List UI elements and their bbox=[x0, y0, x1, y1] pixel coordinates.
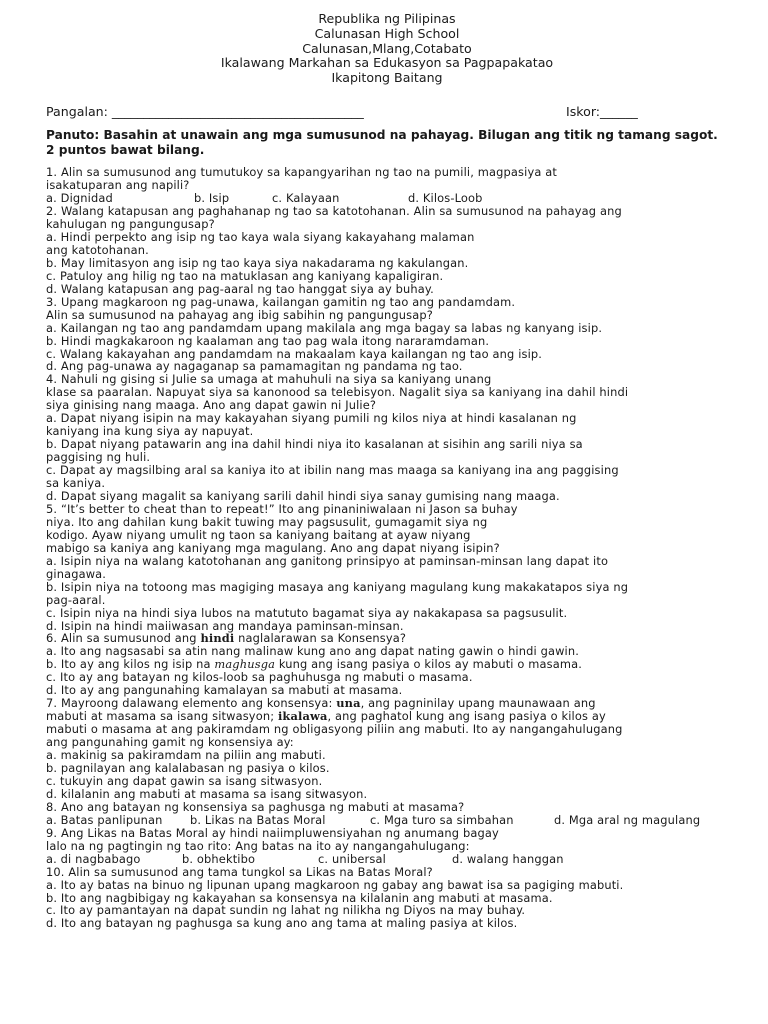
stem-emphasis: una bbox=[336, 696, 361, 711]
choice-a-cont: kaniyang ina kung siya ay napuyat. bbox=[46, 424, 254, 439]
header-address: Calunasan,Mlang,Cotabato bbox=[302, 40, 472, 56]
choice-b[interactable]: b. May limitasyon ang isip ng tao kaya siya nakadarama ng kakulangan. bbox=[46, 255, 469, 270]
choice-a[interactable]: a. Dignidad bbox=[46, 191, 113, 206]
question-stem: 8. Ano ang batayan ng konsensiya sa paghusga ng mabuti at masama? bbox=[46, 799, 465, 814]
stem-text: 7. Mayroong dalawang elemento ang konsensya: bbox=[46, 696, 337, 711]
stem-text: , ang paghatol kung ang isang pasiya o kilos ay bbox=[327, 709, 606, 724]
question-10 bbox=[46, 866, 728, 931]
question-7 bbox=[46, 697, 728, 801]
question-stem: niya. Ito ang dahilan kung bakit tuwing may pagsusulit, gumagamit siya ng bbox=[46, 514, 488, 529]
choice-a-cont: ang katotohanan. bbox=[46, 242, 149, 257]
choice-d[interactable]: d. Kilos-Loob bbox=[408, 191, 483, 206]
choice-c[interactable]: c. Patuloy ang hilig ng tao na matuklasan ang kaniyang kapaligiran. bbox=[46, 268, 444, 283]
question-2 bbox=[46, 205, 728, 296]
question-stem: 3. Upang magkaroon ng pag-unawa, kailangan gamitin ng tao ang pandamdam. bbox=[46, 294, 516, 309]
choice-d[interactable]: d. Walang katapusan ang pag-aaral ng tao hanggat siya ay buhay. bbox=[46, 281, 434, 296]
choice-a[interactable]: a. Batas panlipunan bbox=[46, 812, 163, 827]
question-stem: siya ginising nang maaga. Ano ang dapat gawin ni Julie? bbox=[46, 398, 377, 413]
choice-d[interactable]: d. Ang pag-unawa ay nagaganap sa pamamagitan ng pandama ng tao. bbox=[46, 359, 463, 374]
question-stem: isakatuparan ang napili? bbox=[46, 178, 190, 193]
question-stem: kodigo. Ayaw niyang umulit ng taon sa kaniyang baitang at ayaw niyang bbox=[46, 527, 471, 542]
choice-b[interactable]: b. Isip bbox=[194, 191, 230, 206]
choice-c[interactable]: c. Dapat ay magsilbing aral sa kaniya ito at ibilin nang mas maaga sa kaniyang ina ang paggising bbox=[46, 463, 619, 478]
question-9 bbox=[46, 827, 728, 866]
instructions: Panuto: Basahin at unawain ang mga sumusunod na pahayag. Bilugan ang titik ng tamang sagot. 2 puntos bawat bilang. bbox=[46, 127, 718, 157]
choice-a[interactable]: a. di nagbabago bbox=[46, 851, 141, 866]
choice-c[interactable]: c. Kalayaan bbox=[272, 191, 340, 206]
choice-b[interactable]: b. Hindi magkakaroon ng kaalaman ang tao pag wala itong nararamdaman. bbox=[46, 333, 490, 348]
name-score-row bbox=[46, 104, 728, 120]
choice-c[interactable]: c. Mga turo sa simbahan bbox=[370, 812, 514, 827]
question-stem: kahulugan ng pangungusap? bbox=[46, 216, 215, 231]
choice-a[interactable]: a. Dapat niyang isipin na may kakayahan siyang pumili ng kilos niya at hindi kasalanan ng bbox=[46, 411, 577, 426]
choice-a-cont: ginagawa. bbox=[46, 566, 107, 581]
choice-d[interactable]: d. Dapat siyang magalit sa kaniyang sarili dahil hindi siya sanay gumising nang maaga. bbox=[46, 488, 560, 503]
question-6 bbox=[46, 632, 728, 697]
question-stem: klase sa paaralan. Napuyat siya sa kanonood sa telebisyon. Nagalit siya sa kaniyang ina dahil hindi bbox=[46, 385, 629, 400]
choice-d[interactable]: d. walang hanggan bbox=[452, 851, 564, 866]
choice-b[interactable]: b. Isipin niya na totoong mas magiging masaya ang kaniyang magulang kung makakatapos siya ng bbox=[46, 579, 629, 594]
choice-a[interactable]: a. Hindi perpekto ang isip ng tao kaya wala siyang kakayahang malaman bbox=[46, 229, 475, 244]
question-4 bbox=[46, 373, 728, 503]
choice-c-cont: sa kaniya. bbox=[46, 476, 106, 491]
choice-b-cont: pag-aaral. bbox=[46, 592, 106, 607]
choice-b[interactable]: b. obhektibo bbox=[182, 851, 256, 866]
stem-text: naglalarawan sa Konsensya? bbox=[234, 631, 407, 646]
question-5 bbox=[46, 503, 728, 633]
choice-d[interactable]: d. kilalanin ang mabuti at masama sa isang sitwasyon. bbox=[46, 786, 368, 801]
choice-c[interactable]: c. tukuyin ang dapat gawin sa isang sitwasyon. bbox=[46, 773, 323, 788]
stem-text: 6. Alin sa sumusunod ang bbox=[46, 631, 201, 646]
document-header bbox=[46, 12, 728, 86]
choice-d[interactable]: d. Isipin na hindi maiiwasan ang mandaya paminsan-minsan. bbox=[46, 618, 404, 633]
choice-a[interactable]: a. Kailangan ng tao ang pandamdam upang makilala ang mga bagay sa labas ng kanyang isip. bbox=[46, 320, 603, 335]
choice-a[interactable]: a. Isipin niya na walang katotohanan ang ganitong prinsipyo at paminsan-minsan lang dapat ito bbox=[46, 553, 609, 568]
choice-a[interactable]: a. makinig sa pakiramdam na piliin ang mabuti. bbox=[46, 748, 326, 763]
choice-c[interactable]: c. unibersal bbox=[318, 851, 386, 866]
header-school: Calunasan High School bbox=[314, 25, 460, 41]
question-stem: Alin sa sumusunod na pahayag ang ibig sabihin ng pangungusap? bbox=[46, 307, 433, 322]
question-stem: mabuti o masama at ang pakiramdam ng obligasyong piliin ang mabuti. Ito ay nangangahulugang bbox=[46, 722, 623, 737]
stem-emphasis: hindi bbox=[200, 631, 235, 646]
choice-c[interactable]: c. Ito ay pamantayan na dapat sundin ng lahat ng nilikha ng Diyos na may buhay. bbox=[46, 903, 526, 918]
question-stem: lalo na ng pagtingin ng tao rito: Ang batas na ito ay nangangahulugang: bbox=[46, 838, 470, 853]
questions bbox=[46, 166, 728, 930]
question-stem: 5. “It’s better to cheat than to repeat!” Ito ang pinaniniwalaan ni Jason sa buhay bbox=[46, 501, 518, 516]
question-stem: 9. Ang Likas na Batas Moral ay hindi naiimpluwensiyahan ng anumang bagay bbox=[46, 825, 499, 840]
choice-c[interactable]: c. Walang kakayahan ang pandamdam na makaalam kaya kailangan ng tao ang isip. bbox=[46, 346, 543, 361]
choices-row bbox=[46, 853, 728, 866]
choices-row bbox=[46, 192, 728, 205]
choice-b[interactable]: b. Dapat niyang patawarin ang ina dahil hindi niya ito kasalanan at sisihin ang sarili niya sa bbox=[46, 437, 583, 452]
stem-text: mabuti at masama sa isang sitwasyon; bbox=[46, 709, 278, 724]
question-3 bbox=[46, 296, 728, 374]
name-field[interactable]: Pangalan: ________________________________________ bbox=[46, 103, 364, 119]
choice-text: kung ang isang pasiya o kilos ay mabuti o masama. bbox=[275, 657, 583, 672]
choice-c[interactable]: c. Isipin niya na hindi siya lubos na matututo bagamat siya ay nakakapasa sa pagsusulit. bbox=[46, 605, 568, 620]
header-grade-level: Ikapitong Baitang bbox=[331, 70, 443, 86]
choice-b[interactable]: b. Likas na Batas Moral bbox=[190, 812, 326, 827]
choices-row bbox=[46, 814, 728, 827]
choice-d[interactable]: d. Mga aral ng magulang bbox=[554, 812, 701, 827]
score-field[interactable]: Iskor:______ bbox=[566, 103, 638, 119]
question-stem: 1. Alin sa sumusunod ang tumutukoy sa kapangyarihan ng tao na pumili, magpasiya at bbox=[46, 165, 557, 180]
question-1 bbox=[46, 166, 728, 205]
header-quarter-subject: Ikalawang Markahan sa Edukasyon sa Pagpapakatao bbox=[220, 55, 554, 71]
question-8 bbox=[46, 801, 728, 827]
stem-text: , ang pagninilay upang maunawaan ang bbox=[360, 696, 596, 711]
choice-a[interactable]: a. Ito ay batas na binuo ng lipunan upang magkaroon ng gabay ang bawat isa sa pagiging mabuti. bbox=[46, 877, 624, 892]
question-stem: mabigo sa kaniya ang kaniyang mga magulang. Ano ang dapat niyang isipin? bbox=[46, 540, 500, 555]
choice-emphasis: maghusga bbox=[214, 657, 276, 672]
choice-b[interactable]: b. Ito ang nagbibigay ng kakayahan sa konsensya na kilalanin ang mabuti at masama. bbox=[46, 890, 553, 905]
question-stem: ang pangunahing gamit ng konsensiya ay: bbox=[46, 735, 294, 750]
choice-text: b. Ito ay ang kilos ng isip na bbox=[46, 657, 215, 672]
header-country: Republika ng Pilipinas bbox=[318, 11, 456, 26]
choice-d[interactable]: d. Ito ay ang pangunahing kamalayan sa mabuti at masama. bbox=[46, 683, 403, 698]
choice-d[interactable]: d. Ito ang batayan ng paghusga sa kung ano ang tama at maling pasiya at kilos. bbox=[46, 916, 518, 931]
stem-emphasis: ikalawa bbox=[277, 709, 328, 724]
choice-c[interactable]: c. Ito ay ang batayan ng kilos-loob sa paghuhusga ng mabuti o masama. bbox=[46, 670, 473, 685]
choice-b-cont: paggising ng huli. bbox=[46, 450, 151, 465]
question-stem: 4. Nahuli ng gising si Julie sa umaga at mahuhuli na siya sa kaniyang unang bbox=[46, 372, 492, 387]
choice-a[interactable]: a. Ito ang nagsasabi sa atin nang malinaw kung ano ang dapat nating gawin o hindi gawin. bbox=[46, 644, 580, 659]
question-stem: 2. Walang katapusan ang paghahanap ng tao sa katotohanan. Alin sa sumusunod na pahayag ang bbox=[46, 204, 622, 219]
choice-b[interactable]: b. pagnilayan ang kalalabasan ng pasiya o kilos. bbox=[46, 761, 330, 775]
question-stem: 10. Alin sa sumusunod ang tama tungkol sa Likas na Batas Moral? bbox=[46, 864, 433, 879]
